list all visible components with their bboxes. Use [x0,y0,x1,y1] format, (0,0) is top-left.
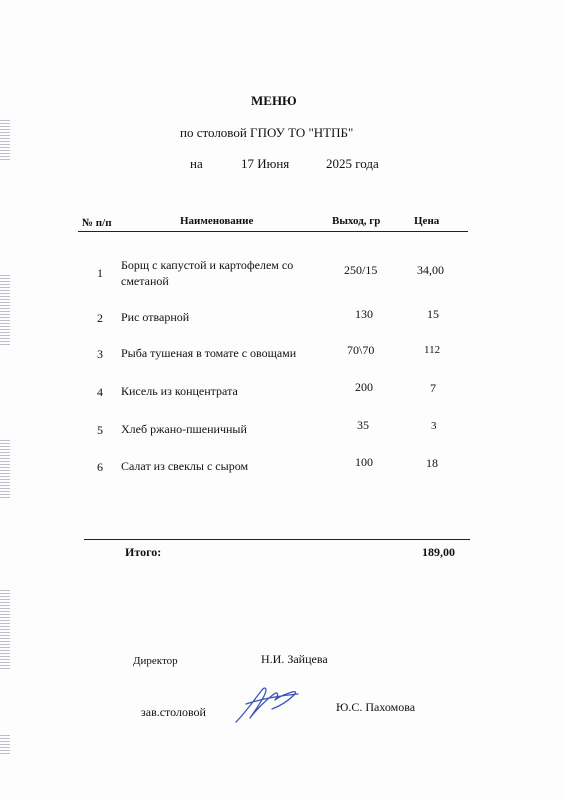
row-name: Хлеб ржано-пшеничный [121,422,247,436]
row-yield: 100 [355,455,373,469]
canteen-label: зав.столовой [141,705,206,719]
handwritten-signature [232,682,302,733]
row-name-continued: сметаной [121,274,169,288]
date-prefix: на [190,156,203,171]
row-num: 2 [97,311,103,325]
director-label: Директор [133,655,178,667]
row-price: 3 [431,420,437,432]
date-day-month: 17 Июня [241,156,290,171]
total-rule [84,539,470,540]
row-num: 4 [97,385,103,399]
row-price: 7 [430,381,436,395]
scan-artifact [0,735,10,755]
row-yield: 250/15 [344,263,378,277]
row-yield: 130 [355,307,373,321]
header-yield: Выход, гр [332,215,381,227]
row-num: 5 [97,423,103,437]
date-year: 2025 года [326,156,379,171]
page-title: МЕНЮ [251,93,297,108]
page-subtitle: по столовой ГПОУ ТО "НТПБ" [180,125,354,140]
row-name: Салат из свеклы с сыром [121,459,249,473]
header-price: Цена [414,215,440,227]
row-price: 18 [426,456,438,470]
row-price: 15 [427,307,439,321]
row-yield: 200 [355,380,373,394]
row-name: Рыба тушеная в томате с овощами [121,346,297,360]
header-num: № п/п [82,217,112,229]
row-price: 112 [424,344,441,356]
row-num: 1 [97,266,103,280]
row-name: Рис отварной [121,310,190,324]
scan-artifact [0,120,10,160]
row-price: 34,00 [417,263,444,277]
canteen-name: Ю.С. Пахомова [336,700,416,714]
row-yield: 35 [357,418,369,432]
row-num: 3 [97,347,103,361]
director-name: Н.И. Зайцева [261,652,328,666]
row-num: 6 [97,460,103,474]
row-name: Борщ с капустой и картофелем со [121,258,294,272]
total-value: 189,00 [422,545,455,559]
header-name: Наименование [180,215,254,227]
header-rule [78,231,468,232]
row-name: Кисель из концентрата [121,384,238,398]
scan-artifact [0,440,10,500]
row-yield: 70\70 [347,343,375,357]
scan-artifact [0,275,10,345]
total-label: Итого: [125,545,162,559]
scan-artifact [0,590,10,670]
